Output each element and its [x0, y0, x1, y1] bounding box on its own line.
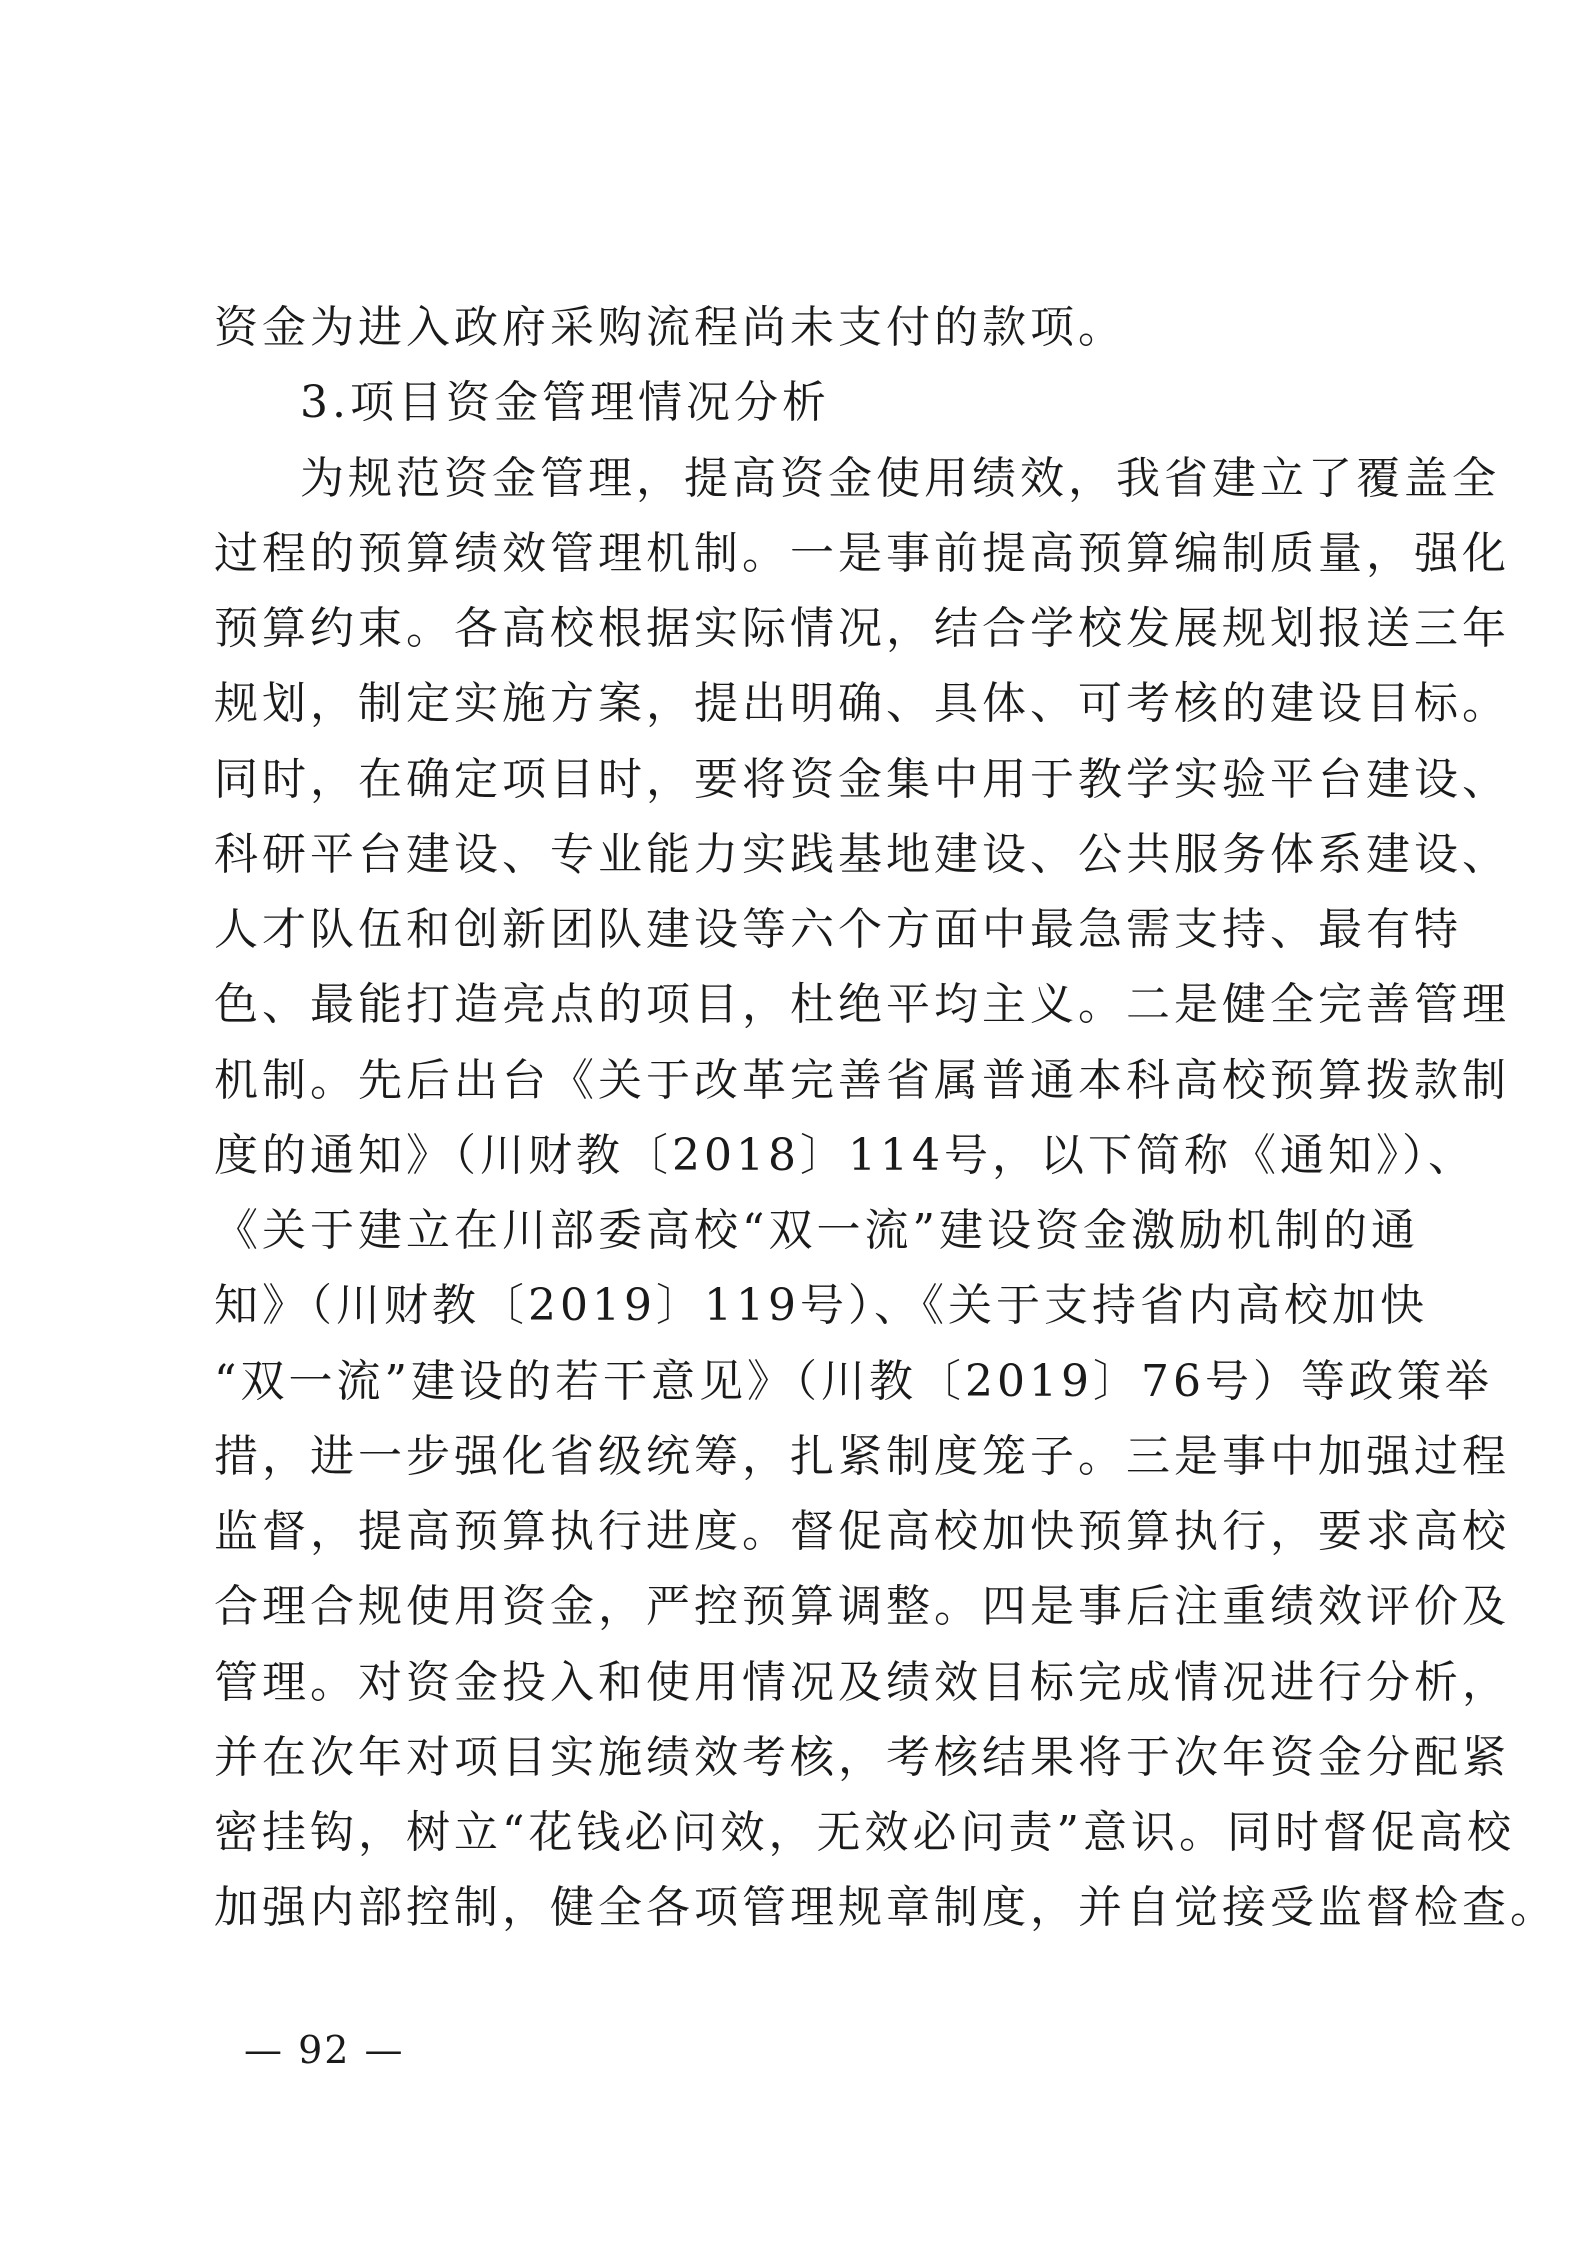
page-number: — 92 — [244, 2028, 405, 2072]
text-line: 过程的预算绩效管理机制。一是事前提高预算编制质量，强化 [214, 528, 1510, 579]
text-line: 规划，制定实施方案，提出明确、具体、可考核的建设目标。 [214, 678, 1510, 729]
text-line: 《关于建立在川部委高校“双一流”建设资金激励机制的通 [214, 1205, 1419, 1256]
section-heading: 3.项目资金管理情况分析 [300, 377, 830, 428]
text-line: 科研平台建设、专业能力实践基地建设、公共服务体系建设、 [214, 829, 1510, 880]
text-line: 管理。对资金投入和使用情况及绩效目标完成情况进行分析， [214, 1657, 1510, 1708]
text-line: 资金为进入政府采购流程尚未支付的款项。 [214, 302, 1126, 353]
text-line: 并在次年对项目实施绩效考核，考核结果将于次年资金分配紧 [214, 1732, 1510, 1783]
text-line: 度的通知》（川财教〔2018〕114号，以下简称《通知》）、 [214, 1130, 1476, 1181]
text-line: 监督，提高预算执行进度。督促高校加快预算执行，要求高校 [214, 1506, 1510, 1557]
text-line: 为规范资金管理，提高资金使用绩效，我省建立了覆盖全 [300, 453, 1500, 504]
text-line: 预算约束。各高校根据实际情况，结合学校发展规划报送三年 [214, 603, 1510, 654]
text-line: 人才队伍和创新团队建设等六个方面中最急需支持、最有特 [214, 904, 1462, 955]
text-line: 机制。先后出台《关于改革完善省属普通本科高校预算拨款制 [214, 1055, 1510, 1106]
text-line: 密挂钩，树立“花钱必问效，无效必问责”意识。同时督促高校 [214, 1807, 1515, 1858]
text-line: 措，进一步强化省级统筹，扎紧制度笼子。三是事中加强过程 [214, 1431, 1510, 1482]
text-line: 合理合规使用资金，严控预算调整。四是事后注重绩效评价及 [214, 1581, 1510, 1632]
text-line: 知》（川财教〔2019〕119号）、《关于支持省内高校加快 [214, 1280, 1428, 1331]
text-line: 同时，在确定项目时，要将资金集中用于教学实验平台建设、 [214, 754, 1510, 805]
text-line: 色、最能打造亮点的项目，杜绝平均主义。二是健全完善管理 [214, 979, 1510, 1030]
text-line: 加强内部控制，健全各项管理规章制度，并自觉接受监督检查。 [214, 1882, 1558, 1933]
text-line: “双一流”建设的若干意见》（川教〔2019〕76号）等政策举 [214, 1356, 1493, 1407]
